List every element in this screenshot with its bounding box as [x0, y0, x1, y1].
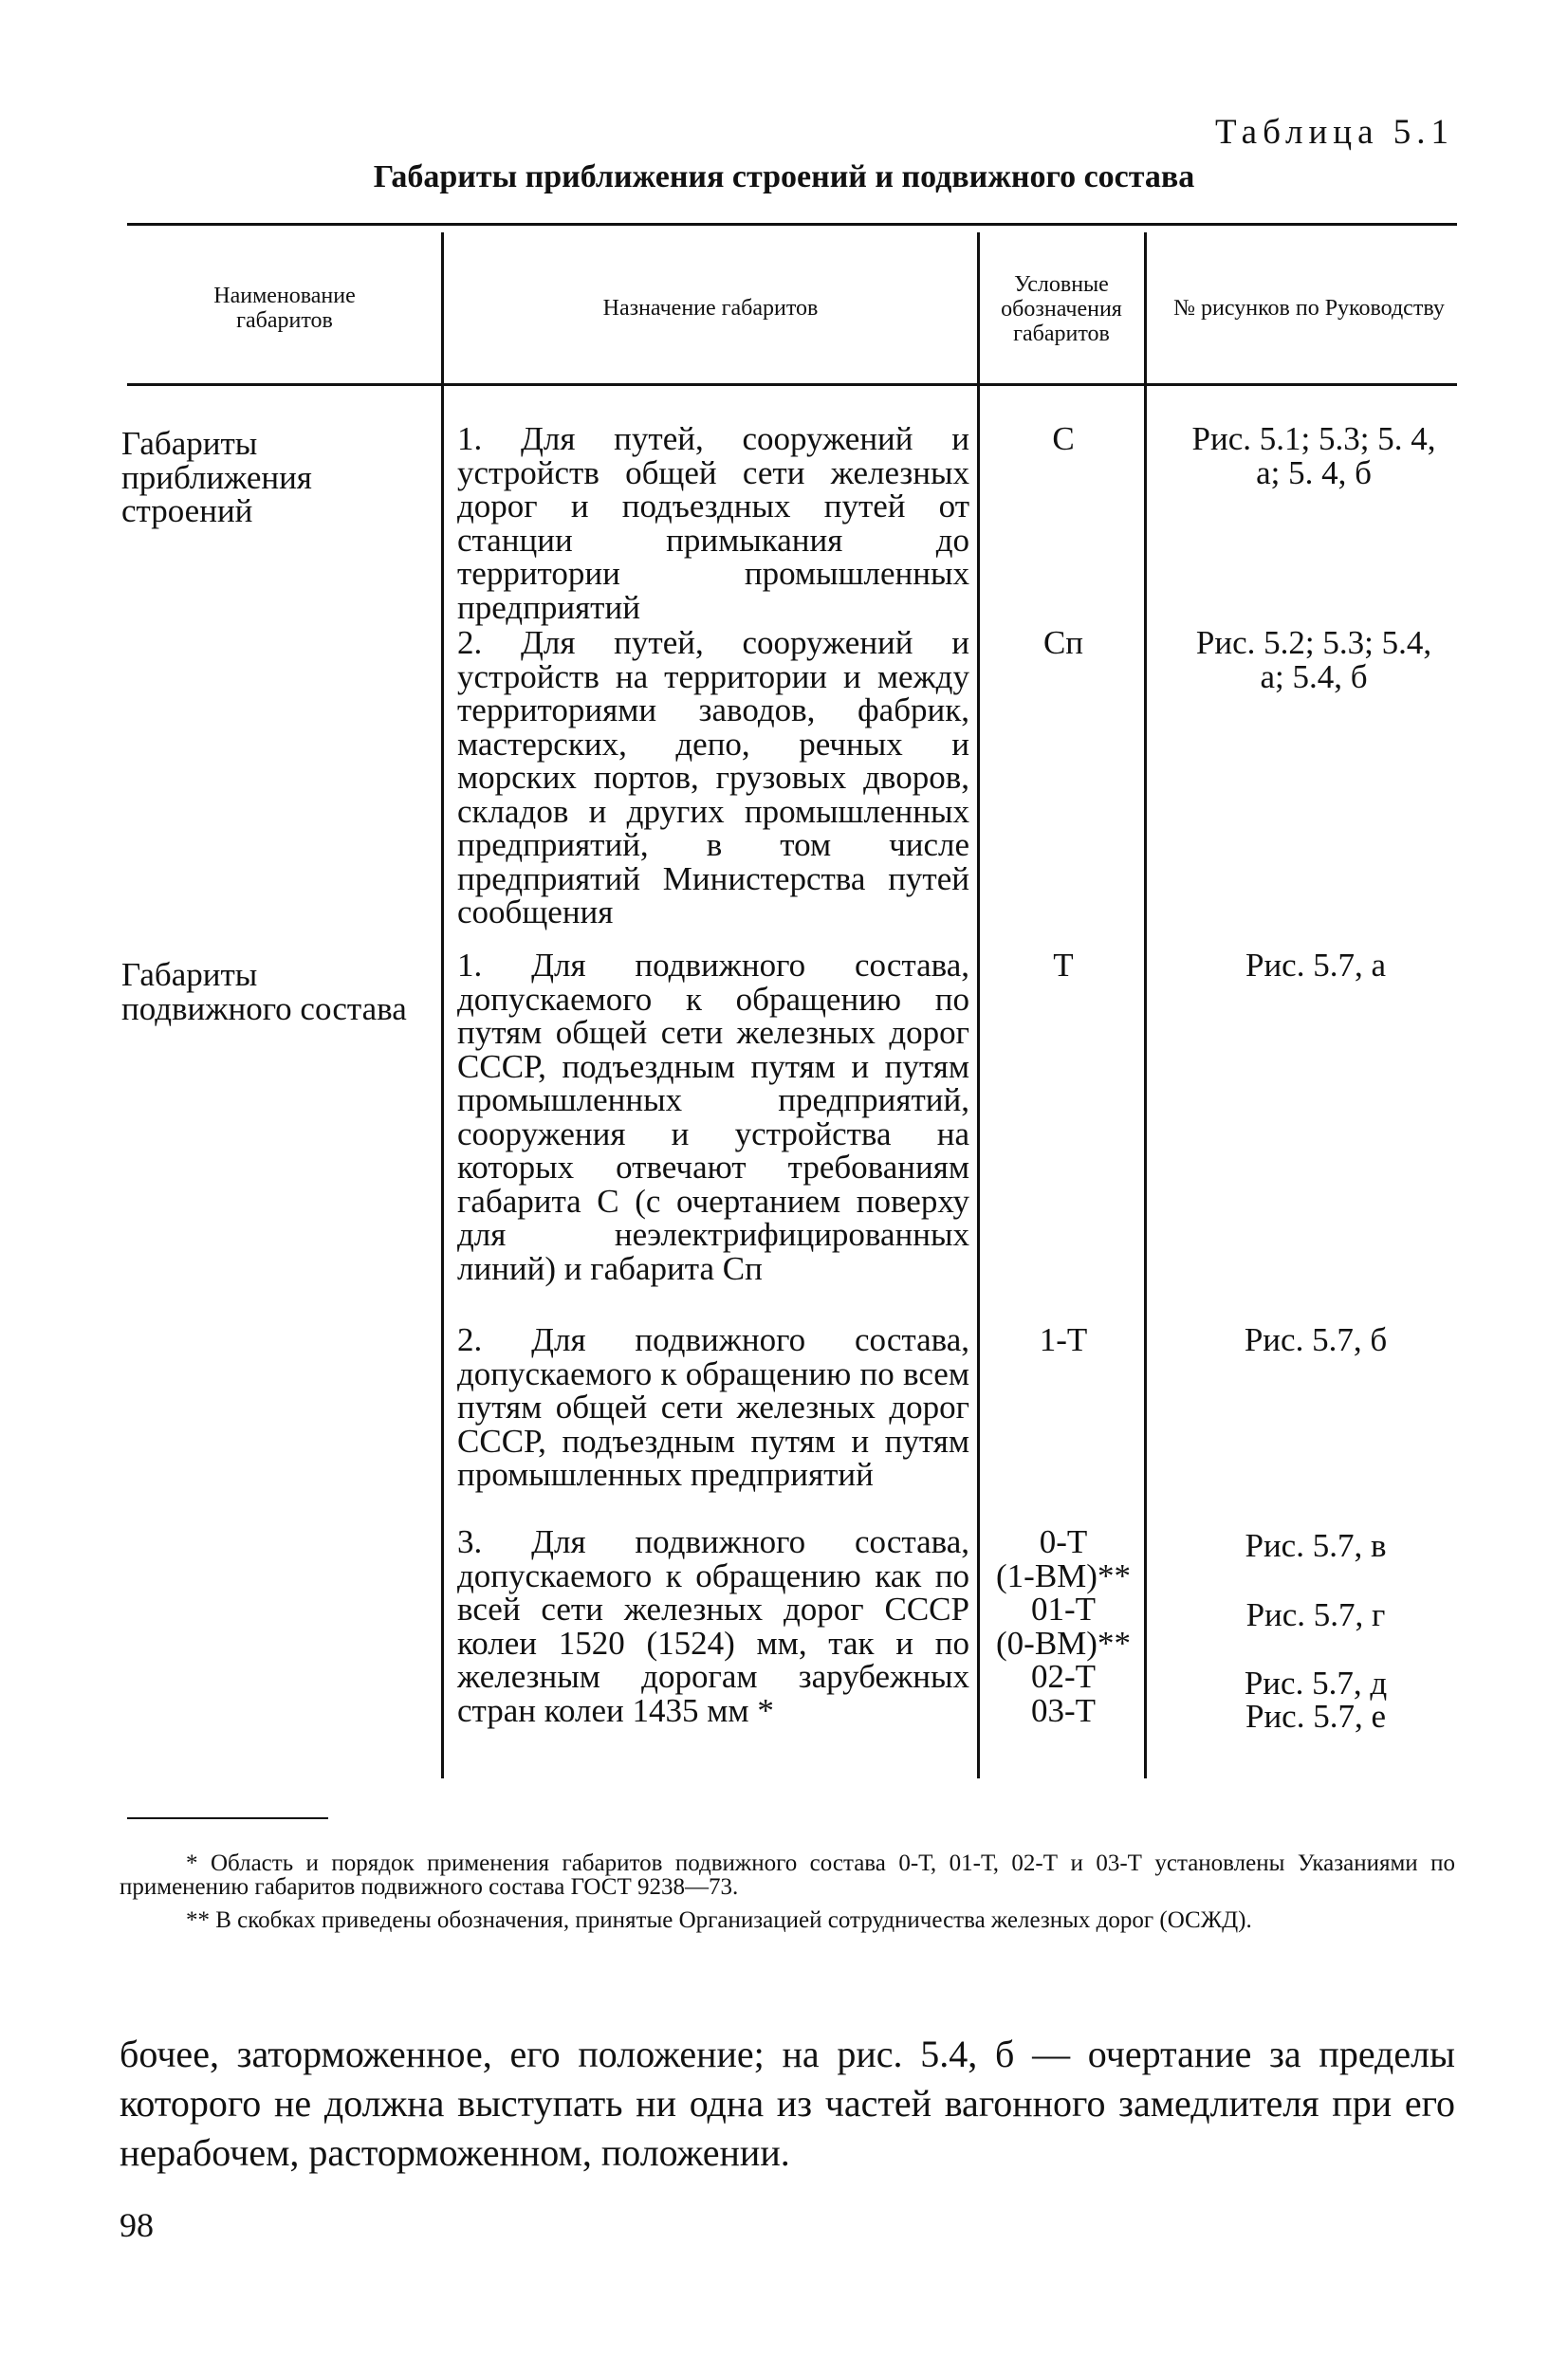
- row-code-structures-2: Сп: [1042, 624, 1084, 661]
- column-divider-1: [441, 232, 444, 1778]
- row-figures-structures-2: Рис. 5.2; 5.3; 5.4, а; 5.4, б: [1195, 624, 1432, 695]
- table-number: Таблица 5.1: [1215, 113, 1454, 152]
- row-purpose-rolling-2: [457, 1323, 969, 1492]
- row-codes-rolling-3: [982, 1525, 1145, 1727]
- row-figures-structures-1: Рис. 5.1; 5.3; 5. 4, а; 5. 4, б: [1191, 420, 1436, 491]
- purpose-text: 2. Для путей, сооружений и устройств на территории и между территориями заводов, фабрик, мастерских, депо, речных и морских портов, грузовых дворов, складов и других промышленных предприятий, в том числе предприятий Министерства путей сообщения: [457, 624, 969, 930]
- table-title: Габариты приближения строений и подвижного состава: [373, 159, 1195, 194]
- row-code-rolling-2: 1-Т: [1039, 1321, 1088, 1358]
- group-name-structures: Габариты приближения строений: [121, 425, 312, 529]
- group-name-rolling-stock: Габариты подвижного состава: [121, 956, 407, 1027]
- row-figures-rolling-1: Рис. 5.7, а: [1245, 947, 1386, 984]
- row-purpose-rolling-1: [457, 948, 969, 1285]
- code-01-t: 01-Т: [1030, 1591, 1097, 1628]
- row-figures-rolling-2: Рис. 5.7, б: [1244, 1321, 1388, 1358]
- row-purpose-rolling-3: [457, 1525, 969, 1727]
- footnotes: [120, 1851, 1455, 1942]
- purpose-text: 2. Для подвижного состава, допускаемого к обращению по всем путям общей сети железных дорог СССР, подъездным путям и путям промышленных предприятий: [457, 1321, 969, 1493]
- page-number: 98: [120, 2206, 154, 2244]
- header-purpose: Назначение габаритов: [602, 296, 819, 321]
- body-paragraph: бочее, заторможенное, его положение; на рис. 5.4, б — очертание за пределы которого не должна выступать ни одна из частей вагонного замедлителя при его нерабочем, расторможенном, положении.: [120, 2033, 1455, 2174]
- row-code-structures-1: С: [1052, 420, 1075, 457]
- code-03-t: 03-Т: [1030, 1691, 1097, 1729]
- row-purpose-structures-1: [457, 422, 969, 624]
- footnote-separator: [127, 1817, 328, 1819]
- header-figures: № рисунков по Руководству: [1173, 296, 1445, 321]
- purpose-text: 1. Для путей, сооружений и устройств общей сети железных дорог и подъездных путей от станции примыкания до территории промышленных предприятий: [457, 420, 969, 626]
- row-figure-rolling-3d: Рис. 5.7, е: [1245, 1698, 1386, 1735]
- code-0-vm: (0-ВМ)**: [996, 1624, 1131, 1662]
- code-0-t: 0-Т: [1039, 1523, 1088, 1560]
- row-figure-rolling-3b: Рис. 5.7, г: [1245, 1596, 1386, 1633]
- purpose-text: 3. Для подвижного состава, допускаемого к обращению как по всей сети железных дорог СССР колеи 1520 (1524) мм, так и по железным дорогам зарубежных стран колеи 1435 мм *: [457, 1523, 969, 1729]
- code-1-vm: (1-ВМ)**: [996, 1556, 1131, 1594]
- purpose-text: 1. Для подвижного состава, допускаемого к обращению по путям общей сети железных дорог СССР, подъездным путям и путям промышленных предприятий, сооружения и устройства на которых отвечают требованиям габарита С (с очертанием поверху для неэлектрифицированных линий) и габарита Сп: [457, 947, 969, 1287]
- footnote-1: * Область и порядок применения габаритов подвижного состава 0-Т, 01-Т, 02-Т и 03-Т установлены Указаниями по применению габаритов подвижного состава ГОСТ 9238—73.: [120, 1850, 1455, 1900]
- code-02-t: 02-Т: [1030, 1658, 1097, 1695]
- row-figure-rolling-3a: Рис. 5.7, в: [1245, 1527, 1387, 1564]
- row-figure-rolling-3c: Рис. 5.7, д: [1244, 1665, 1388, 1702]
- row-purpose-structures-2: [457, 626, 969, 930]
- header-name: Наименование габаритов: [213, 284, 356, 333]
- table-top-rule: [127, 223, 1457, 226]
- column-divider-2: [977, 232, 980, 1778]
- row-code-rolling-1: Т: [1053, 947, 1074, 984]
- header-bottom-rule: [127, 383, 1457, 386]
- header-code: Условные обозначения габаритов: [1001, 272, 1122, 346]
- footnote-2: ** В скобках приведены обозначения, принятые Организацией сотрудничества железных дорог (ОСЖД).: [186, 1907, 1252, 1933]
